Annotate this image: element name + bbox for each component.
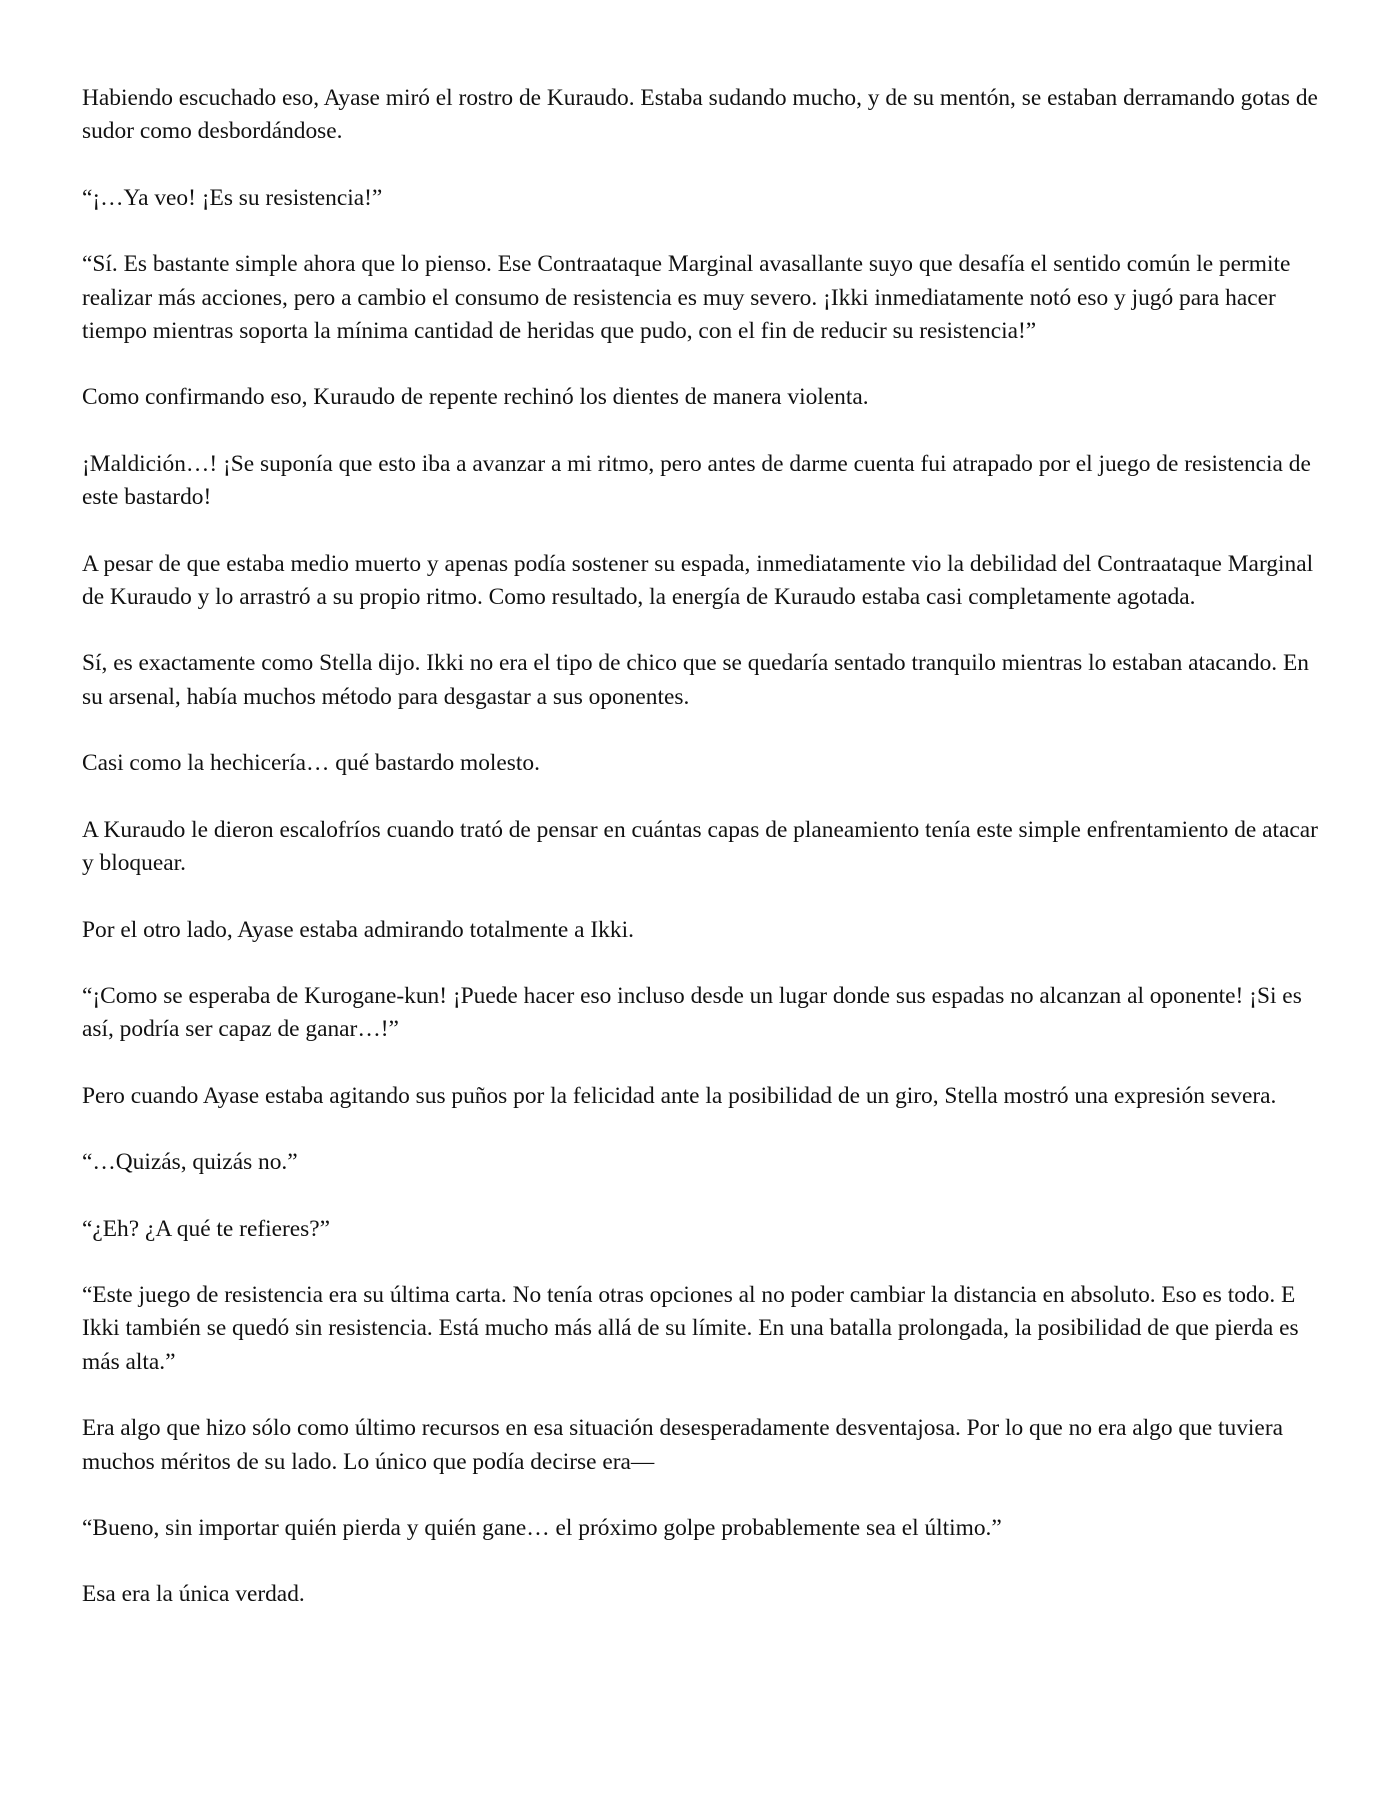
paragraph: Como confirmando eso, Kuraudo de repente rechinó los dientes de manera violenta.	[82, 384, 869, 411]
paragraph: Sí, es exactamente como Stella dijo. Ikki no era el tipo de chico que se quedaría sentado tranquilo mientras lo estaban atacando. En su arsenal, había muchos método para desgastar a sus oponentes.	[82, 650, 1309, 710]
paragraph: “¡…Ya veo! ¡Es su resistencia!”	[82, 184, 383, 211]
paragraph: Pero cuando Ayase estaba agitando sus puños por la felicidad ante la posibilidad de un giro, Stella mostró una expresión severa.	[82, 1082, 1277, 1109]
paragraph: A Kuraudo le dieron escalofríos cuando trató de pensar en cuántas capas de planeamiento tenía este simple enfrentamiento de atacar y bloquear.	[82, 816, 1318, 877]
paragraph: Era algo que hizo sólo como último recursos en esa situación desesperadamente desventajosa. Por lo que no era algo que tuviera muchos méritos de su lado. Lo único que podía decirse era—	[82, 1415, 1283, 1475]
paragraph: Casi como la hechicería… qué bastardo molesto.	[82, 750, 540, 777]
paragraph: “Sí. Es bastante simple ahora que lo pienso. Ese Contraataque Marginal avasallante suyo que desafía el sentido común le permite realizar más acciones, pero a cambio el consumo de resistencia es muy severo. ¡Ikki inmediatamente notó eso y jugó para hacer tiempo mientras soporta la mínima cantidad de heridas que pudo, con el fin de reducir su resistencia!”	[82, 251, 1291, 345]
paragraph: ¡Maldición…! ¡Se suponía que esto iba a avanzar a mi ritmo, pero antes de darme cuenta fui atrapado por el juego de resistencia de este bastardo!	[82, 450, 1311, 511]
paragraph: “Este juego de resistencia era su última carta. No tenía otras opciones al no poder cambiar la distancia en absoluto. Eso es todo. E Ikki también se quedó sin resistencia. Está mucho más allá de su límite. En una batalla prolongada, la posibilidad de que pierda es más alta.”	[82, 1281, 1299, 1375]
paragraph: A pesar de que estaba medio muerto y apenas podía sostener su espada, inmediatamente vio la debilidad del Contraataque Marginal de Kuraudo y lo arrastró a su propio ritmo. Como resultado, la energía de Kuraudo estaba casi completamente agotada.	[82, 550, 1314, 611]
paragraph: Esa era la única verdad.	[82, 1581, 305, 1608]
document-page	[82, 82, 1322, 1645]
paragraph: “…Quizás, quizás no.”	[82, 1149, 298, 1176]
paragraph: “¿Eh? ¿A qué te refieres?”	[82, 1215, 331, 1242]
paragraph: “Bueno, sin importar quién pierda y quién gane… el próximo golpe probablemente sea el último.”	[82, 1514, 1002, 1541]
paragraph: Por el otro lado, Ayase estaba admirando totalmente a Ikki.	[82, 916, 634, 943]
paragraph: “¡Como se esperaba de Kurogane-kun! ¡Puede hacer eso incluso desde un lugar donde sus espadas no alcanzan al oponente! ¡Si es así, podría ser capaz de ganar…!”	[82, 982, 1302, 1043]
paragraph: Habiendo escuchado eso, Ayase miró el rostro de Kuraudo. Estaba sudando mucho, y de su mentón, se estaban derramando gotas de sudor como desbordándose.	[82, 85, 1318, 145]
